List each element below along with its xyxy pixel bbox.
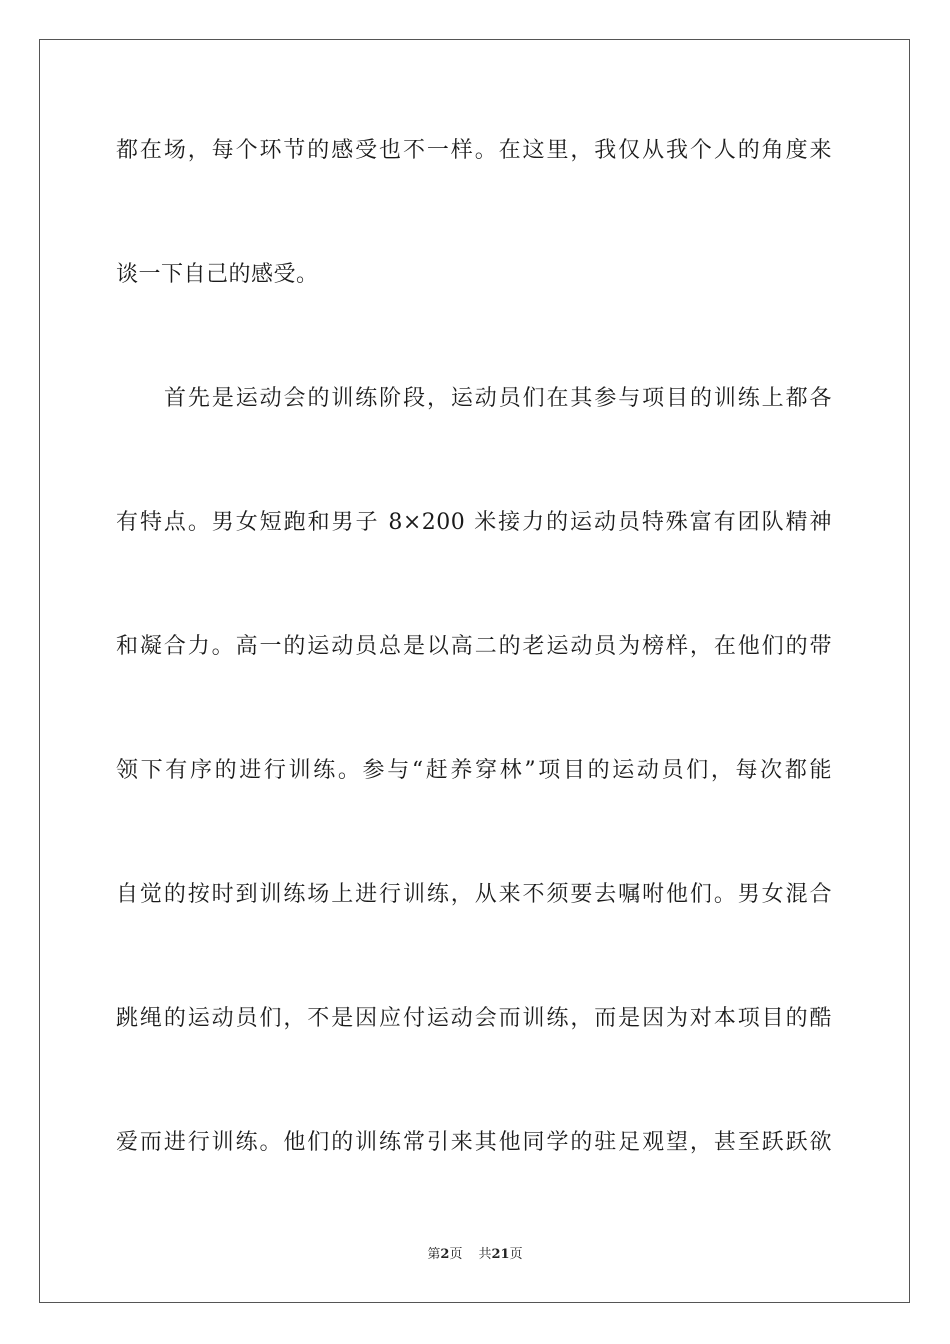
body-text-line: 都在场，每个环节的感受也不一样。在这里，我仅从我个人的角度来: [116, 138, 832, 163]
body-text-line: 爱而进行训练。他们的训练常引来其他同学的驻足观望，甚至跃跃欲: [116, 1130, 832, 1155]
body-text-line: 谈一下自己的感受。: [116, 262, 319, 287]
body-text-line: 领下有序的进行训练。参与“赶养穿林”项目的运动员们，每次都能: [116, 758, 832, 783]
body-text-line: 跳绳的运动员们，不是因应付运动会而训练，而是因为对本项目的酷: [116, 1006, 832, 1031]
page-number-suffix: 页: [449, 1247, 463, 1262]
total-pages-prefix: 共: [478, 1247, 492, 1262]
page-number-prefix: 第: [427, 1247, 441, 1262]
current-page-number: 2: [440, 1247, 450, 1262]
paragraph-first-line: 首先是运动会的训练阶段，运动员们在其参与项目的训练上都各: [164, 386, 832, 411]
total-page-count: 21: [491, 1247, 510, 1262]
total-pages-suffix: 页: [509, 1247, 523, 1262]
page-border: [39, 39, 910, 1303]
page-footer: [0, 1246, 950, 1264]
body-text-line: 和凝合力。高一的运动员总是以高二的老运动员为榜样，在他们的带: [116, 634, 832, 659]
body-text-line: 有特点。男女短跑和男子 8×200 米接力的运动员特殊富有团队精神: [116, 510, 832, 535]
body-text-line: 自觉的按时到训练场上进行训练，从来不须要去嘱咐他们。男女混合: [116, 882, 832, 907]
